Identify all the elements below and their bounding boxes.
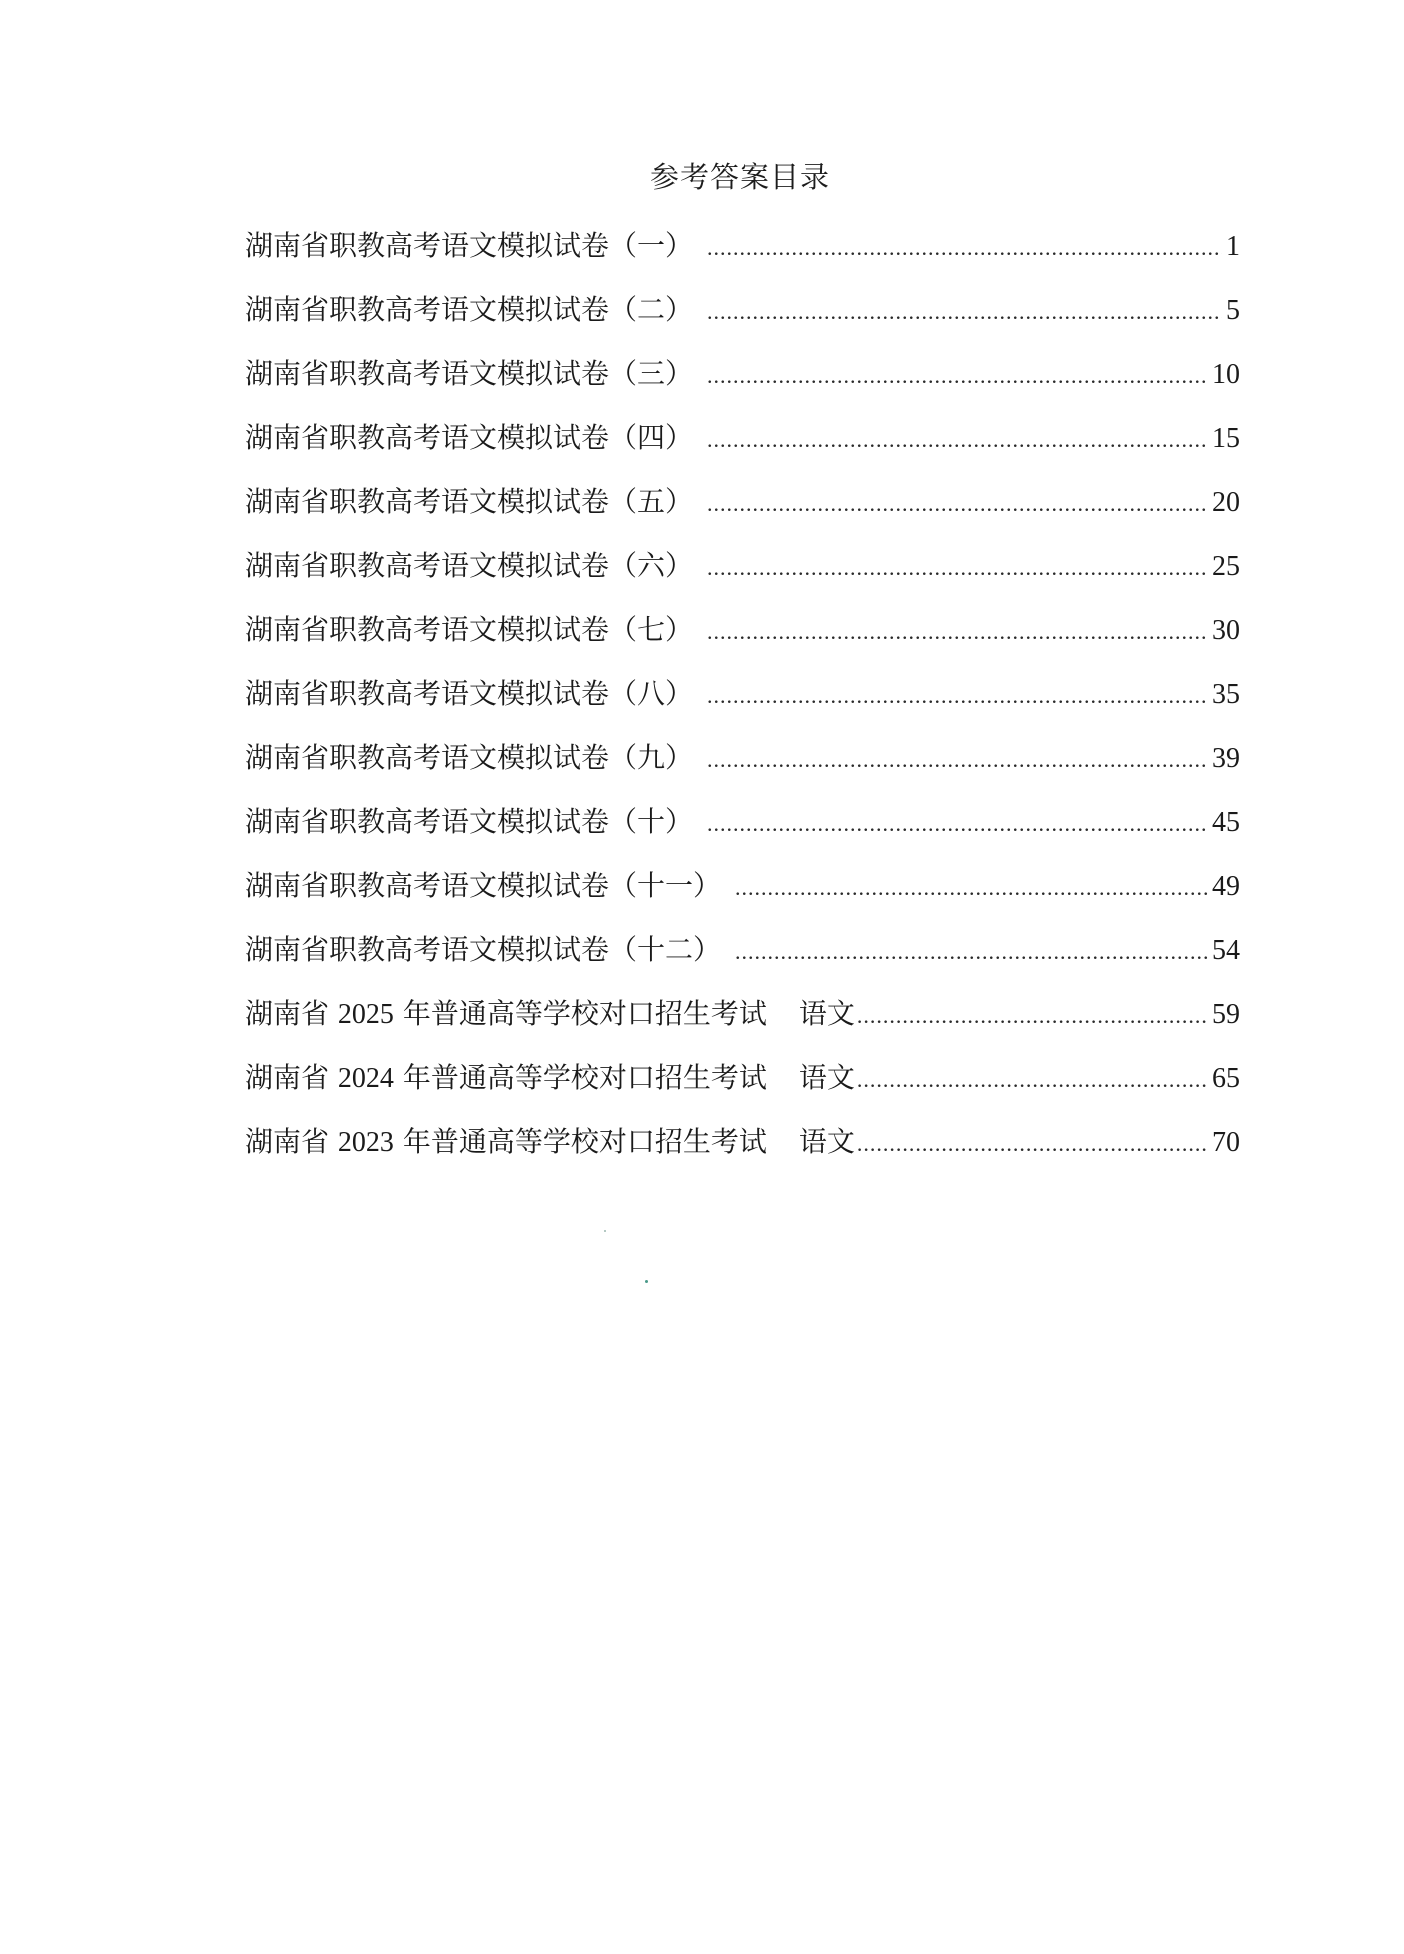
exam-year: 2023 [337, 1127, 394, 1158]
label-suffix: 年普通高等学校对口招生考试 [402, 1061, 767, 1094]
toc-entry-label: 湖南省职教高考语文模拟试卷（七） [245, 613, 694, 646]
toc-entry-label: 湖南省职教高考语文模拟试卷（九） [245, 741, 694, 774]
toc-list [245, 214, 1240, 1174]
dot-leader [707, 344, 1208, 408]
toc-entry-page: 54 [1212, 935, 1240, 966]
toc-entry-label: 湖南省职教高考语文模拟试卷（十一） [245, 869, 722, 902]
dot-leader [707, 728, 1208, 792]
toc-entry-page: 65 [1212, 1063, 1240, 1094]
toc-title: 参考答案目录 [649, 160, 830, 194]
toc-entry-page: 70 [1212, 1127, 1240, 1158]
dot-leader [707, 536, 1208, 600]
toc-entry-page: 20 [1212, 487, 1240, 518]
toc-entry[interactable] [245, 1046, 1240, 1110]
toc-entry[interactable] [245, 982, 1240, 1046]
dot-leader [707, 472, 1208, 536]
subject-label: 语文 [798, 1125, 855, 1158]
toc-entry-label: 湖南省职教高考语文模拟试卷（二） [245, 293, 694, 326]
toc-entry[interactable] [245, 342, 1240, 406]
dot-leader [707, 280, 1222, 344]
toc-entry[interactable] [245, 406, 1240, 470]
scan-speck [645, 1280, 648, 1283]
dot-leader [707, 792, 1208, 856]
toc-entry[interactable] [245, 598, 1240, 662]
toc-entry[interactable] [245, 662, 1240, 726]
toc-entry[interactable] [245, 790, 1240, 854]
toc-entry-page: 10 [1212, 359, 1240, 390]
dot-leader [735, 920, 1208, 984]
toc-entry[interactable] [245, 278, 1240, 342]
toc-entry-page: 49 [1212, 871, 1240, 902]
toc-entry-label [245, 1046, 855, 1111]
toc-entry-page: 59 [1212, 999, 1240, 1030]
toc-entry[interactable] [245, 918, 1240, 982]
dot-leader [857, 1048, 1208, 1112]
dot-leader [707, 600, 1208, 664]
toc-entry-page: 25 [1212, 551, 1240, 582]
toc-entry-label: 湖南省职教高考语文模拟试卷（五） [245, 485, 694, 518]
toc-entry-label: 湖南省职教高考语文模拟试卷（八） [245, 677, 694, 710]
dot-leader [735, 856, 1208, 920]
toc-entry-page: 15 [1212, 423, 1240, 454]
toc-entry-page: 45 [1212, 807, 1240, 838]
exam-year: 2024 [337, 1063, 394, 1094]
toc-entry-page: 5 [1226, 295, 1240, 326]
subject-label: 语文 [798, 997, 855, 1030]
toc-entry-label: 湖南省职教高考语文模拟试卷（十二） [245, 933, 722, 966]
label-suffix: 年普通高等学校对口招生考试 [402, 1125, 767, 1158]
dot-leader [857, 1112, 1208, 1176]
toc-entry-page: 39 [1212, 743, 1240, 774]
label-suffix: 年普通高等学校对口招生考试 [402, 997, 767, 1030]
toc-entry-label [245, 982, 855, 1047]
toc-entry-label: 湖南省职教高考语文模拟试卷（十） [245, 805, 694, 838]
toc-entry[interactable] [245, 854, 1240, 918]
exam-year: 2025 [337, 999, 394, 1030]
label-prefix: 湖南省 [245, 1061, 330, 1094]
toc-entry[interactable] [245, 470, 1240, 534]
toc-entry-label: 湖南省职教高考语文模拟试卷（三） [245, 357, 694, 390]
toc-entry-label: 湖南省职教高考语文模拟试卷（六） [245, 549, 694, 582]
toc-entry-label: 湖南省职教高考语文模拟试卷（一） [245, 229, 694, 262]
label-prefix: 湖南省 [245, 1125, 330, 1158]
toc-entry-page: 35 [1212, 679, 1240, 710]
toc-entry[interactable] [245, 726, 1240, 790]
toc-entry-label [245, 1110, 855, 1175]
subject-label: 语文 [798, 1061, 855, 1094]
scan-speck [604, 1230, 606, 1232]
dot-leader [857, 984, 1208, 1048]
dot-leader [707, 216, 1222, 280]
toc-entry[interactable] [245, 1110, 1240, 1174]
toc-entry-label: 湖南省职教高考语文模拟试卷（四） [245, 421, 694, 454]
dot-leader [707, 664, 1208, 728]
label-prefix: 湖南省 [245, 997, 330, 1030]
toc-entry[interactable] [245, 214, 1240, 278]
toc-entry-page: 1 [1226, 231, 1240, 262]
toc-entry-page: 30 [1212, 615, 1240, 646]
toc-entry[interactable] [245, 534, 1240, 598]
dot-leader [707, 408, 1208, 472]
